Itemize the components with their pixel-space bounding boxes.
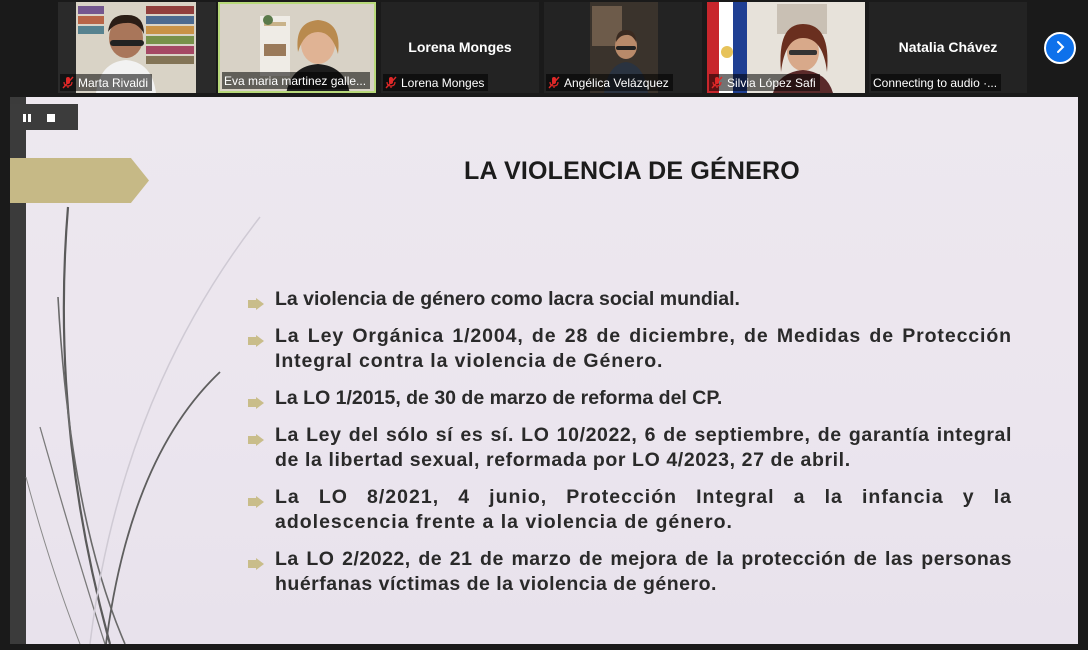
bullet-text: La Ley del sólo sí es sí. LO 10/2022, 6 de septiembre, de garantía integral de la libertad sexual, reformada por LO 4/2023, 27 de abril. [275,424,1012,471]
bullet-arrow-icon [248,292,264,317]
participant-name: Lorena Monges [401,75,485,90]
share-controls [10,104,78,130]
muted-mic-icon [62,76,74,89]
participant-name-label [222,72,370,89]
participant-tile[interactable] [869,2,1027,93]
slide-bullet [248,485,1012,535]
participant-name: Eva maria martinez galle... [224,73,367,88]
slide-bullet [248,386,1012,411]
chevron-right-icon [1053,39,1067,58]
muted-mic-icon [711,76,723,89]
muted-mic-icon [385,76,397,89]
slide-title: LA VIOLENCIA DE GÉNERO [464,157,800,185]
stop-icon[interactable] [46,108,56,127]
slide-bullet [248,423,1012,473]
slide-bullet [248,547,1012,597]
slide-bullet [248,287,1012,312]
participant-tile[interactable] [544,2,702,93]
participant-name: Marta Rivaldi [78,75,149,90]
bullet-text: La LO 8/2021, 4 junio, Protección Integral a la infancia y la adolescencia frente a la violencia de género. [275,486,1012,533]
participant-name-label [709,74,820,91]
participant-name-label [60,74,152,91]
slide-bullet-list [248,287,1012,609]
bottom-bar [0,644,1088,650]
pause-icon[interactable] [22,108,32,127]
bullet-arrow-icon [248,428,264,453]
bullet-arrow-icon [248,391,264,416]
bullet-text: La Ley Orgánica 1/2004, de 28 de diciembre, de Medidas de Protección Integral contra la violencia de Género. [275,325,1012,372]
title-accent-shape [10,158,149,203]
bullet-text: La violencia de género como lacra social mundial. [275,288,740,310]
participant-strip [0,0,1088,96]
participant-name-label [383,74,488,91]
bullet-text: La LO 2/2022, de 21 de marzo de mejora de la protección de las personas huérfanas víctimas de la violencia de género. [275,548,1012,595]
slide-bullet [248,324,1012,374]
bullet-arrow-icon [248,329,264,354]
next-page-button[interactable] [1044,32,1076,64]
bullet-text: La LO 1/2015, de 30 de marzo de reforma del CP. [275,387,723,409]
participant-name-label [546,74,673,91]
shared-screen [10,97,1078,644]
participant-tile[interactable] [381,2,539,93]
participant-tile[interactable] [58,2,216,93]
muted-mic-icon [548,76,560,89]
participant-name: Silvia López Safi [727,75,816,90]
participant-name: Angélica Velázquez [564,75,669,90]
participant-display-name: Natalia Chávez [898,39,998,55]
participant-tile-active[interactable] [218,2,376,93]
participant-name-label [871,74,1001,91]
bullet-arrow-icon [248,490,264,515]
participant-tile[interactable] [707,2,865,93]
participant-status: Connecting to audio ·... [873,75,998,90]
participant-display-name: Lorena Monges [408,39,512,55]
bullet-arrow-icon [248,552,264,577]
